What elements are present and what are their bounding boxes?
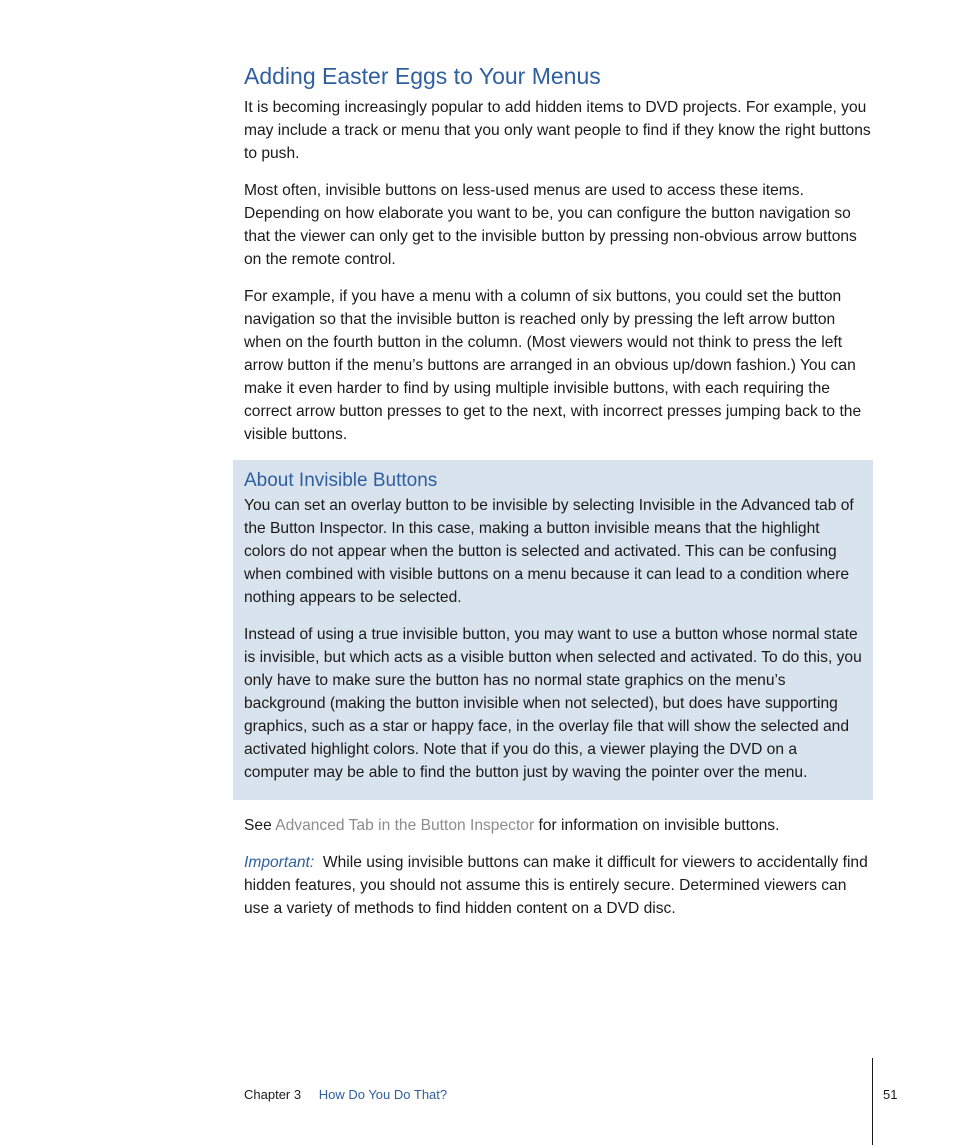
sidebar-paragraph: Instead of using a true invisible button, you may want to use a button whose normal state is invisible, but which acts as a visible button when selected and activated. To do this, you only have to make sure the button has no normal state graphics on the menu’s background (making the button invisible when not selected), but does have supporting graphics, such as a star or happy face, in the overlay file that will show the selected and activated highlight colors. Note that if you do this, a viewer playing the DVD on a computer may be able to find the button just by waving the pointer over the menu. [244,626,862,781]
body-paragraph: Most often, invisible buttons on less-used menus are used to access these items. Depending on how elaborate you want to be, you can configure the button navigation so that the viewer can only get to the invisible button by pressing non-obvious arrow buttons on the remote control. [244,182,857,268]
intro-paragraph: It is becoming increasingly popular to add hidden items to DVD projects. For example, you may include a track or menu that you only want people to find if they know the right buttons to push. [244,99,871,162]
page-number: 51 [883,1087,898,1102]
important-note [244,851,874,920]
body-paragraph: For example, if you have a menu with a column of six buttons, you could set the button navigation so that the invisible button is reached only by pressing the left arrow button when on the fourth button in the column. (Most viewers would not think to press the left arrow button if the menu’s buttons are arranged in an obvious up/down fashion.) You can make it even harder to find by using multiple invisible buttons, with each requiring the correct arrow button presses to get to the next, with incorrect presses jumping back to the visible buttons. [244,288,862,443]
sidebar-box [233,460,873,800]
see-also-prefix: See [244,817,276,834]
see-also-paragraph [244,814,874,837]
main-content [244,60,874,934]
advanced-tab-link[interactable]: Advanced Tab in the Button Inspector [275,817,535,834]
footer-divider [872,1058,873,1145]
important-text: While using invisible buttons can make it difficult for viewers to accidentally find hidden features, you should not assume this is entirely secure. Determined viewers can use a variety of methods to find hidden content on a DVD disc. [244,854,868,917]
chapter-label: Chapter 3 [244,1087,302,1102]
sidebar-paragraph: You can set an overlay button to be invisible by selecting Invisible in the Advanced tab of the Button Inspector. In this case, making a button invisible means that the highlight colors do not appear when the button is selected and activated. This can be confusing when combined with visible buttons on a menu because it can lead to a condition where nothing appears to be selected. [244,497,854,606]
chapter-title: How Do You Do That? [318,1087,448,1102]
important-label: Important: [244,854,315,871]
see-also-suffix: for information on invisible buttons. [534,817,780,834]
section-title: Adding Easter Eggs to Your Menus [244,63,601,89]
sidebar-title: About Invisible Buttons [244,470,438,491]
page-footer [244,1086,447,1104]
